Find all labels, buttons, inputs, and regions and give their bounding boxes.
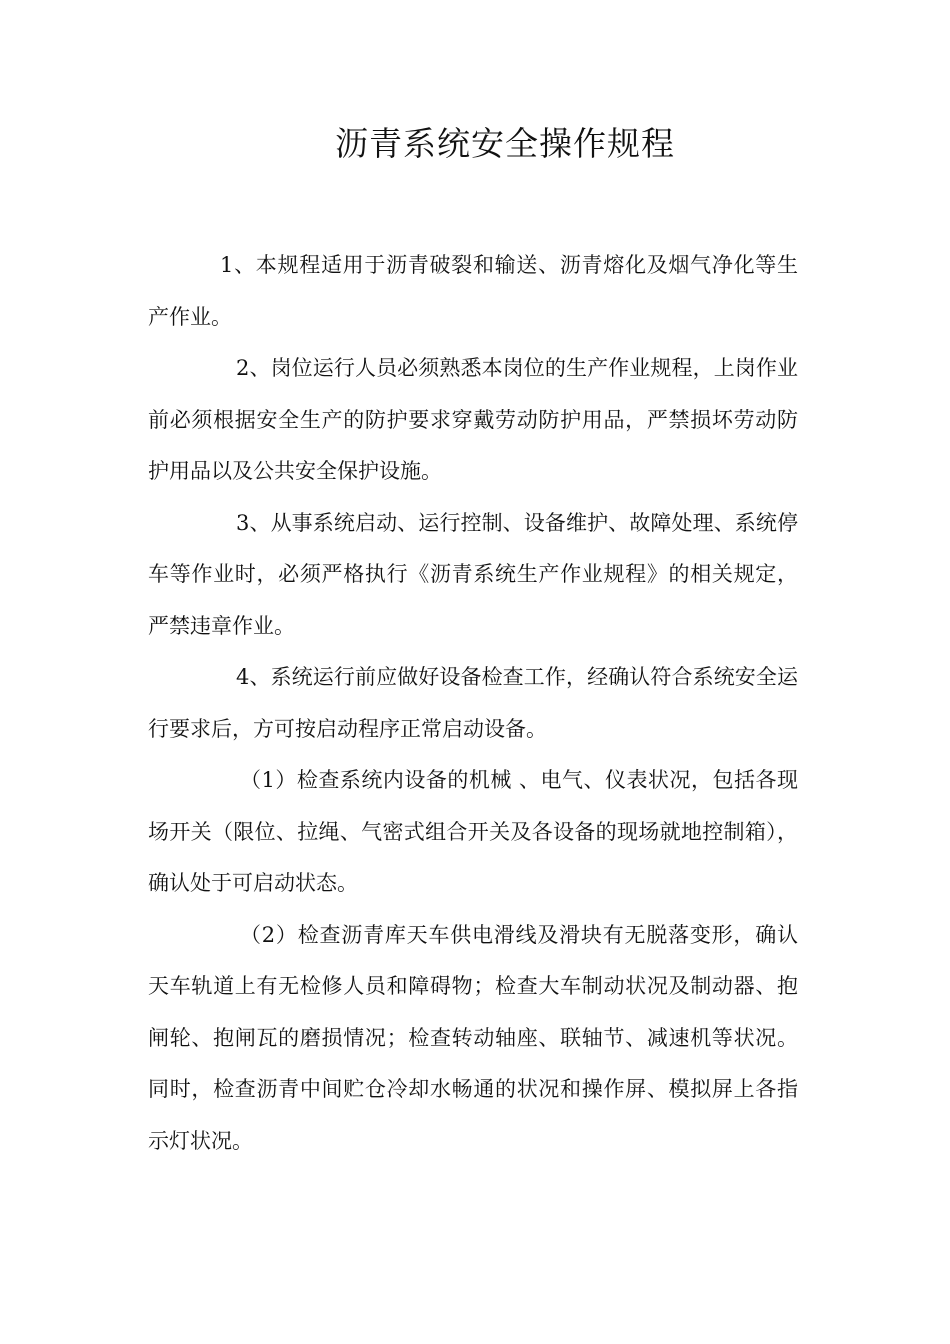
paragraph-3: 3、从事系统启动、运行控制、设备维护、故障处理、系统停车等作业时，必须严格执行《沥青系统生产作业规程》的相关规定，严禁违章作业。 [148, 510, 798, 638]
paragraph-1: 1、本规程适用于沥青破裂和输送、沥青熔化及烟气净化等生产作业。 [148, 253, 798, 329]
paragraph-6: （2）检查沥青库天车供电滑线及滑块有无脱落变形，确认天车轨道上有无检修人员和障碍物；检查大车制动状况及制动器、抱闸轮、抱闸瓦的磨损情况；检查转动轴座、联轴节、减速机等状况。同时，检查沥青中间贮仓冷却水畅通的状况和操作屏、模拟屏上各指示灯状况。 [148, 922, 798, 1153]
paragraph-4: 4、系统运行前应做好设备检查工作，经确认符合系统安全运行要求后，方可按启动程序正常启动设备。 [148, 665, 798, 741]
paragraph-5: （1）检查系统内设备的机械 、电气、仪表状况，包括各现场开关（限位、拉绳、气密式组合开关及各设备的现场就地控制箱），确认处于可启动状态。 [148, 768, 798, 895]
document-body [148, 240, 798, 1167]
paragraph-2: 2、岗位运行人员必须熟悉本岗位的生产作业规程，上岗作业前必须根据安全生产的防护要求穿戴劳动防护用品，严禁损坏劳动防护用品以及公共安全保护设施。 [148, 356, 798, 483]
document-title: 沥青系统安全操作规程 [335, 124, 675, 163]
